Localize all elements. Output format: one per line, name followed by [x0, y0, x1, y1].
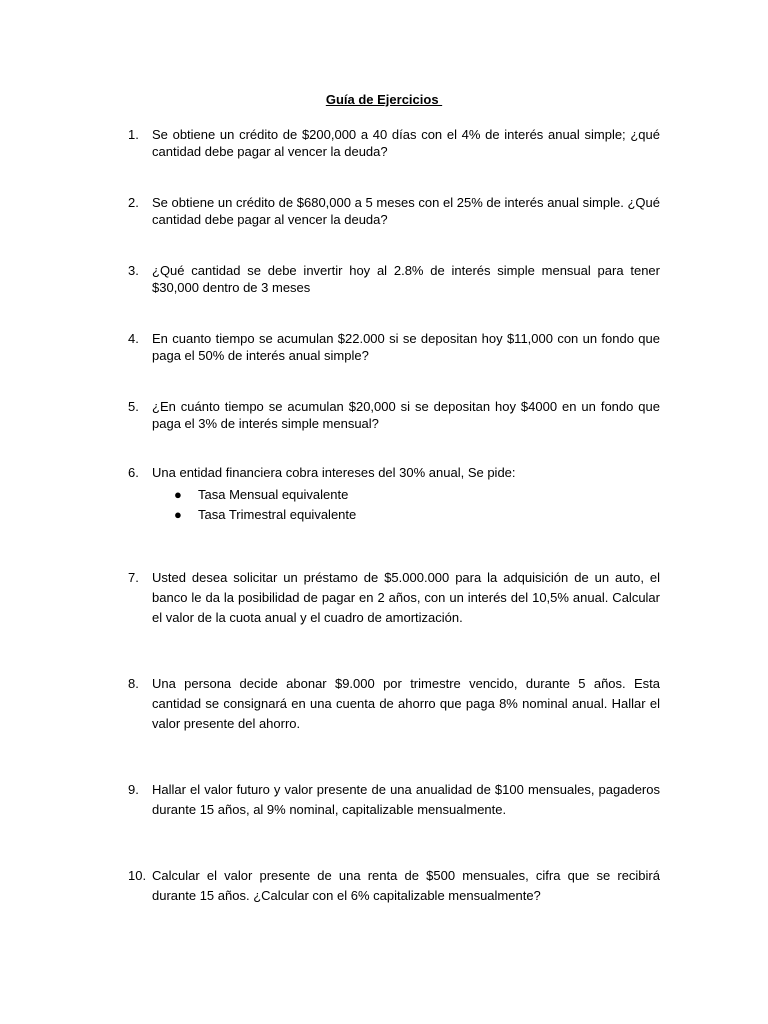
exercise-number: 3.	[128, 263, 139, 278]
exercise-8	[128, 674, 660, 734]
exercise-2	[128, 194, 660, 228]
exercise-number: 10.	[128, 868, 147, 883]
bullet-text: Tasa Mensual equivalente	[198, 487, 349, 502]
exercise-text: ¿En cuánto tiempo se acumulan $20,000 si se depositan hoy $4000 en un fondo que paga el 3% de interés simple mensual?	[152, 399, 660, 431]
list-item	[128, 505, 660, 525]
exercise-number: 2.	[128, 195, 139, 210]
bullet-text: Tasa Trimestral equivalente	[198, 507, 357, 522]
exercise-number: 5.	[128, 399, 139, 414]
exercise-number: 4.	[128, 331, 139, 346]
exercise-number: 1.	[128, 127, 139, 142]
exercise-5	[128, 398, 660, 432]
exercise-10	[128, 866, 660, 906]
exercise-7	[128, 568, 660, 628]
exercise-text: Calcular el valor presente de una renta de $500 mensuales, cifra que se recibirá durante 15 años. ¿Calcular con el 6% capitalizable mensualmente?	[152, 868, 660, 903]
page-title: Guía de Ejercicios	[325, 92, 443, 107]
exercise-6	[128, 464, 660, 525]
exercise-text: Se obtiene un crédito de $200,000 a 40 días con el 4% de interés anual simple; ¿qué cantidad debe pagar al vencer la deuda?	[152, 127, 660, 159]
exercise-3	[128, 262, 660, 296]
exercise-4	[128, 330, 660, 364]
exercise-number: 7.	[128, 570, 139, 585]
exercise-text: Se obtiene un crédito de $680,000 a 5 meses con el 25% de interés anual simple. ¿Qué cantidad debe pagar al vencer la deuda?	[152, 195, 660, 227]
exercise-text: En cuanto tiempo se acumulan $22.000 si se depositan hoy $11,000 con un fondo que paga el 50% de interés anual simple?	[152, 331, 660, 363]
bullet-icon: ●	[174, 487, 182, 502]
list-item	[128, 485, 660, 505]
exercise-text: Hallar el valor futuro y valor presente de una anualidad de $100 mensuales, pagaderos durante 15 años, al 9% nominal, capitalizable mensualmente.	[152, 782, 660, 817]
exercise-number: 8.	[128, 676, 139, 691]
bullet-list	[128, 485, 660, 525]
exercise-text: Una entidad financiera cobra intereses del 30% anual, Se pide:	[152, 465, 516, 480]
exercise-text: Usted desea solicitar un préstamo de $5.000.000 para la adquisición de un auto, el banco le da la posibilidad de pagar en 2 años, con un interés del 10,5% anual. Calcular el valor de la cuota anual y el cuadro de amortización.	[152, 570, 660, 625]
exercise-number: 6.	[128, 465, 139, 480]
exercise-text: ¿Qué cantidad se debe invertir hoy al 2.8% de interés simple mensual para tener $30,000 dentro de 3 meses	[152, 263, 660, 295]
exercise-number: 9.	[128, 782, 139, 797]
exercise-text: Una persona decide abonar $9.000 por trimestre vencido, durante 5 años. Esta cantidad se consignará en una cuenta de ahorro que paga 8% nominal anual. Hallar el valor presente del ahorro.	[152, 676, 660, 731]
bullet-icon: ●	[174, 507, 182, 522]
exercise-9	[128, 780, 660, 820]
exercise-1	[128, 126, 660, 160]
